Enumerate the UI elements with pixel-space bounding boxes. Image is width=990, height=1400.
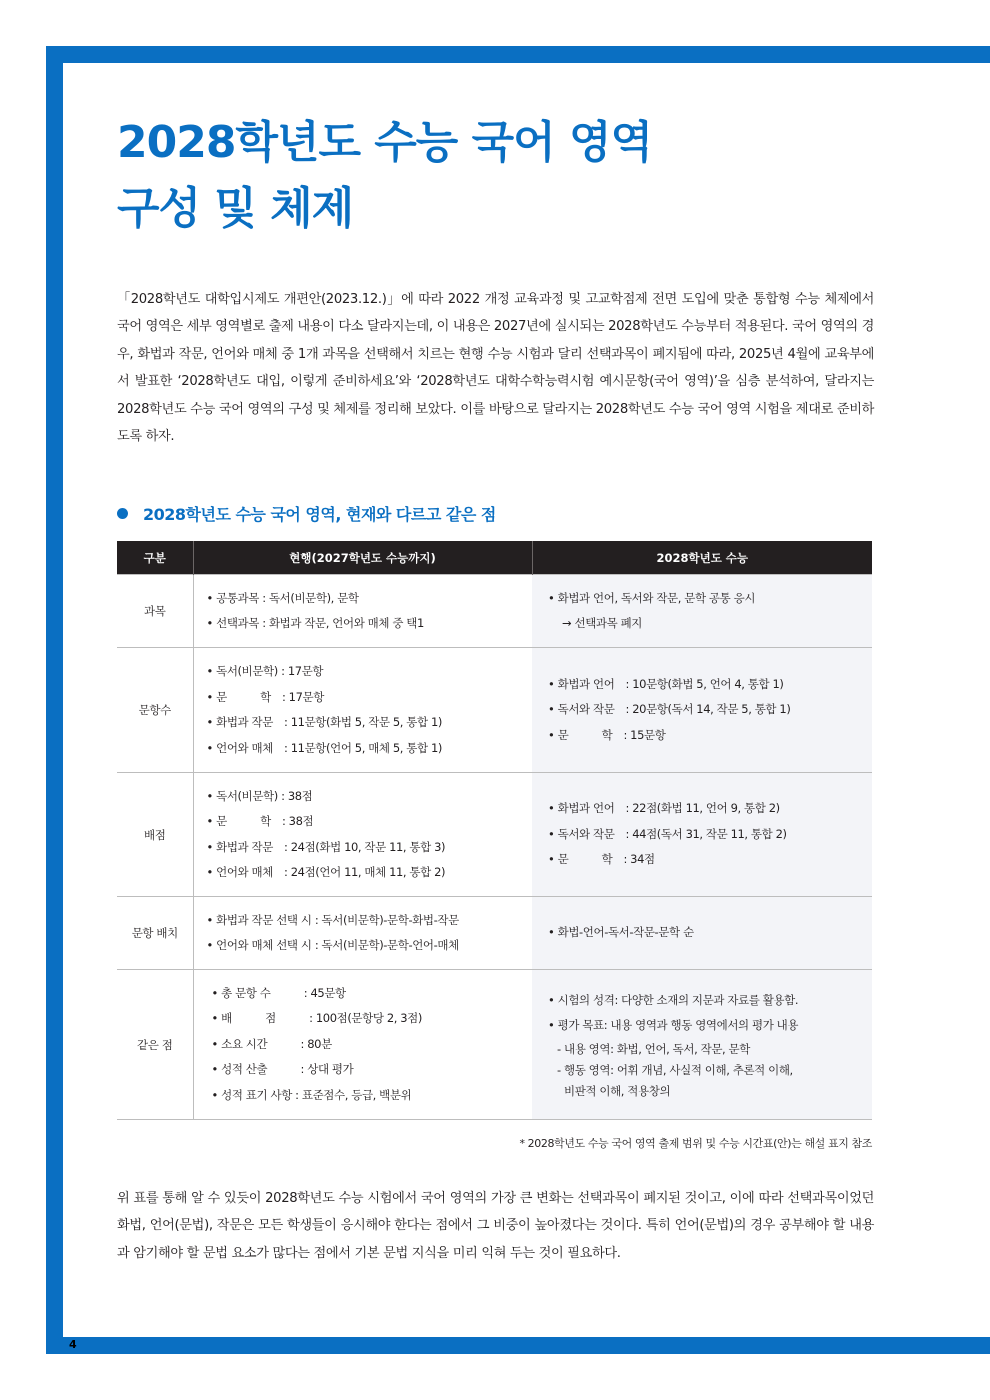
cell-line: • 화법과 작문 : 24점(화법 10, 작문 11, 통합 3) — [206, 839, 446, 854]
cell-line: • 문 학 : 38점 — [206, 814, 314, 828]
row-category: 과목 — [117, 575, 193, 648]
intro-paragraph: 「2028학년도 대학입시제도 개편안(2023.12.)」에 따라 2022 개정 교육과정 및 고교학점제 전면 도입에 맞춘 통합형 수능 체제에서 국어 영역은 세부 영역별로 출제 내용이 다소 달라지는데, 이 내용은 2027년에 실시되는 2028학년도 수능부터 적용된다. 국어 영역의 경우, 화법과 작문, 언어와 매체 중 1개 과목을 선택해서 치르는 현행 수능 시험과 달리 선택과목이 폐지됨에 따라, 2025년 4월에 교육부에서 발표한 ‘2028학년도 대입, 이렇게 준비하세요’와 ‘2028학년도 대학수학능력시험 예시문항(국어 영역)’을 심층 분석하여, 달라지는 2028학년도 수능 국어 영역의 구성 및 체제를 정리해 보았다. 이를 바탕으로 달라지는 2028학년도 수능 국어 영역 시험을 제대로 준비하도록 하자. — [117, 292, 874, 445]
page-number: 4 — [69, 1338, 77, 1351]
row-category: 문항수 — [117, 648, 193, 773]
cell-line: • 문 학 : 34점 — [548, 852, 655, 867]
cell-line: → 선택과목 폐지 — [562, 616, 643, 630]
closing-paragraph: 위 표를 통해 알 수 있듯이 2028학년도 수능 시험에서 국어 영역의 가장 큰 변화는 선택과목이 폐지된 것이고, 이에 따라 선택과목이었던 화법, 언어(문법), 작문은 모든 학생들이 응시해야 한다는 점에서 그 비중이 높아졌다는 것이다. 특히 언어(문법)의 경우 공부해야 할 내용과 암기해야 할 문법 요소가 많다는 점에서 기본 문법 지식을 미리 익혀 두는 것이 필요하다. — [117, 1191, 874, 1261]
cell-line: • 성적 표기 사항 : 표준점수, 등급, 백분위 — [211, 1087, 412, 1102]
new-cell — [532, 970, 872, 1120]
cell-line: • 독서(비문학) : 17문항 — [206, 664, 324, 678]
table-row-common — [117, 970, 872, 1120]
current-cell — [193, 970, 532, 1120]
row-category: 배점 — [117, 773, 193, 897]
cell-line: • 공통과목 : 독서(비문학), 문학 — [206, 590, 359, 605]
row-category: 문항 배치 — [117, 897, 193, 970]
cell-line: • 배 점 : 100점(문항당 2, 3점) — [211, 1011, 422, 1026]
cell-line: • 언어와 매체 선택 시 : 독서(비문학)-문학-언어-매체 — [206, 938, 459, 952]
section-heading — [117, 500, 496, 526]
cell-line: - 내용 영역: 화법, 언어, 독서, 작문, 문학 — [557, 1041, 750, 1056]
cell-line: • 화법과 작문 : 11문항(화법 5, 작문 5, 통합 1) — [206, 715, 442, 729]
table-row-question-order — [117, 897, 872, 970]
cell-line: • 선택과목 : 화법과 작문, 언어와 매체 중 택1 — [206, 616, 424, 630]
header-category: 구분 — [117, 541, 193, 575]
current-cell — [193, 648, 532, 773]
new-cell — [532, 773, 872, 897]
new-cell — [532, 575, 872, 648]
table-row-question-count — [117, 648, 872, 773]
cell-line: • 언어와 매체 : 11문항(언어 5, 매체 5, 통합 1) — [206, 740, 442, 755]
current-cell — [193, 773, 532, 897]
comparison-table — [117, 541, 872, 1120]
page-frame-left — [46, 46, 63, 1354]
current-cell — [193, 575, 532, 648]
cell-line: • 화법과 언어, 독서와 작문, 문학 공통 응시 — [548, 590, 756, 605]
cell-line: • 화법-언어-독서-작문-문학 순 — [548, 925, 694, 940]
table-header-row — [117, 541, 872, 575]
row-category: 같은 점 — [117, 970, 193, 1120]
new-cell — [532, 897, 872, 970]
page-frame-top — [46, 46, 990, 63]
cell-line: • 성적 산출 : 상대 평가 — [211, 1062, 354, 1077]
page-title — [117, 110, 652, 242]
page-title-line-2: 구성 및 체제 — [117, 183, 354, 234]
cell-line: • 소요 시간 : 80분 — [211, 1036, 332, 1051]
bullet-dot-icon — [117, 508, 128, 519]
table-row-points — [117, 773, 872, 897]
current-cell — [193, 897, 532, 970]
new-cell — [532, 648, 872, 773]
cell-line: • 독서와 작문 : 44점(독서 31, 작문 11, 통합 2) — [548, 826, 787, 841]
table-footnote: * 2028학년도 수능 국어 영역 출제 범위 및 수능 시간표(안)는 해설 표지 참조 — [519, 1137, 872, 1150]
cell-line: • 화법과 언어 : 10문항(화법 5, 언어 4, 통합 1) — [548, 676, 784, 691]
cell-line: • 화법과 작문 선택 시 : 독서(비문학)-문학-화법-작문 — [206, 912, 459, 927]
section-heading-text: 2028학년도 수능 국어 영역, 현재와 다르고 같은 점 — [143, 504, 496, 524]
cell-line: • 언어와 매체 : 24점(언어 11, 매체 11, 통합 2) — [206, 865, 446, 879]
cell-line: • 화법과 언어 : 22점(화법 11, 언어 9, 통합 2) — [548, 801, 780, 816]
cell-line: - 행동 영역: 어휘 개념, 사실적 이해, 추론적 이해, — [557, 1062, 793, 1077]
cell-line: • 독서(비문학) : 38점 — [206, 788, 313, 803]
cell-line: • 문 학 : 15문항 — [548, 727, 666, 742]
page-frame-bottom — [46, 1337, 990, 1354]
cell-line: • 문 학 : 17문항 — [206, 689, 324, 704]
header-new: 2028학년도 수능 — [532, 541, 872, 575]
cell-line: • 독서와 작문 : 20문항(독서 14, 작문 5, 통합 1) — [548, 702, 791, 717]
table-row-subjects — [117, 575, 872, 648]
cell-line: • 총 문항 수 : 45문항 — [211, 985, 346, 1000]
page-title-line-1: 2028학년도 수능 국어 영역 — [117, 117, 652, 168]
cell-line: • 평가 목표: 내용 영역과 행동 영역에서의 평가 내용 — [548, 1018, 799, 1032]
cell-line: • 시험의 성격: 다양한 소재의 지문과 자료를 활용함. — [548, 992, 799, 1007]
header-current: 현행(2027학년도 수능까지) — [193, 541, 532, 575]
cell-line: 비판적 이해, 적용창의 — [564, 1083, 671, 1098]
